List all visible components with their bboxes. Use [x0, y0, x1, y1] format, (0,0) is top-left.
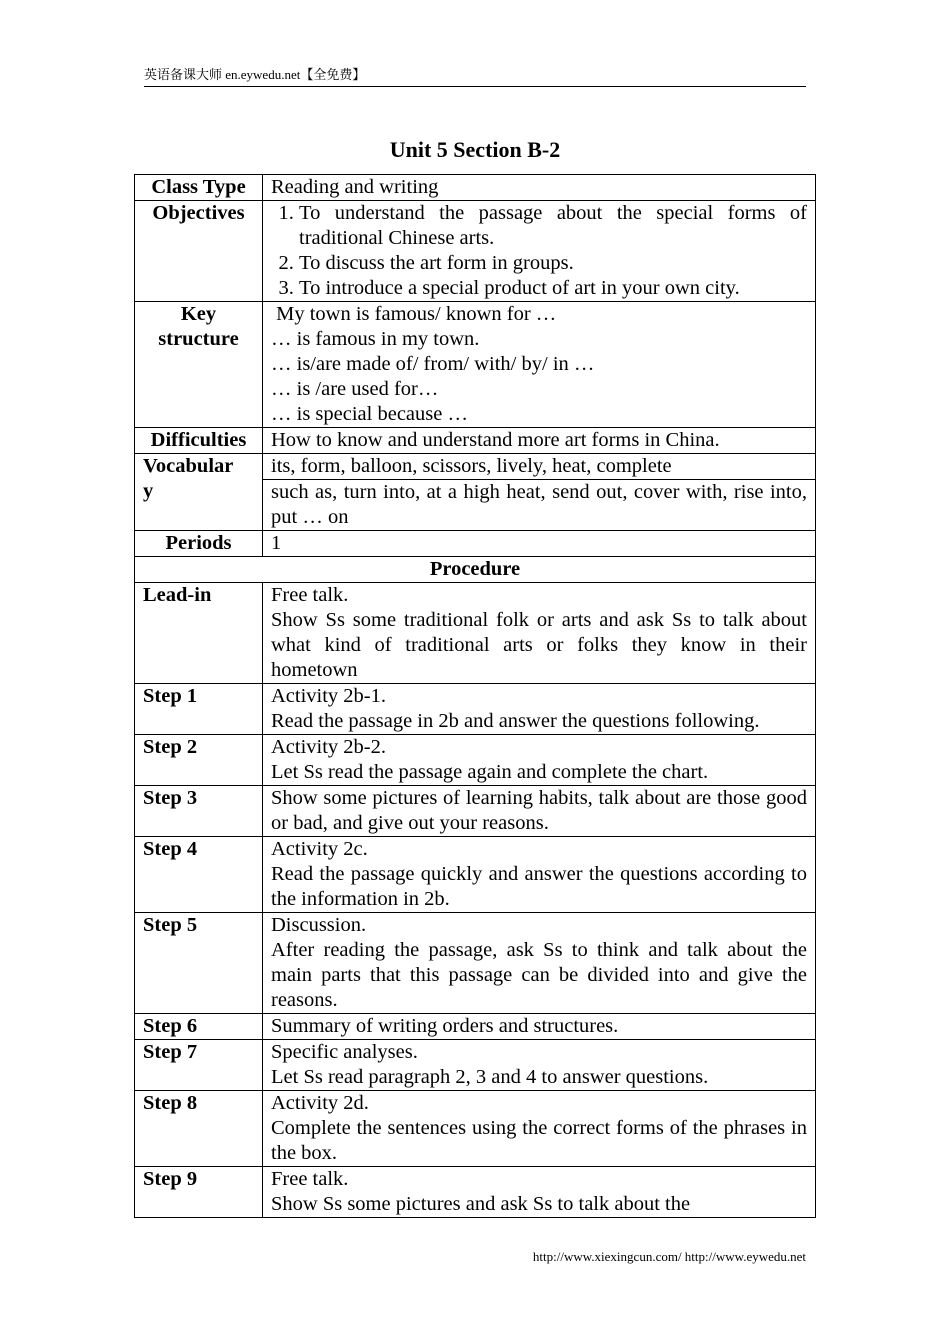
- step-label: Step 1: [135, 684, 263, 735]
- periods-value: 1: [263, 531, 816, 557]
- step-label: Step 2: [135, 735, 263, 786]
- step-line: Activity 2b-1.: [271, 685, 387, 707]
- step-line: Specific analyses.: [271, 1041, 418, 1063]
- header-text: 英语备课大师 en.eywedu.net【全免费】: [144, 67, 366, 82]
- objectives-label: Objectives: [135, 201, 263, 302]
- difficulties-row: [135, 428, 816, 454]
- page-title: Unit 5 Section B-2: [389, 137, 561, 162]
- key-structure-line: … is /are used for…: [271, 378, 439, 400]
- step-content: [263, 913, 816, 1014]
- step-label: Step 7: [135, 1040, 263, 1091]
- objective-item: 3. To introduce a special product of art in your own city.: [299, 276, 807, 301]
- class-type-value: Reading and writing: [263, 175, 816, 201]
- step-label: Step 3: [135, 786, 263, 837]
- step-line: Activity 2d.: [271, 1092, 369, 1114]
- key-structure-label: [135, 302, 263, 428]
- class-type-row: [135, 175, 816, 201]
- procedure-step-row: [135, 786, 816, 837]
- key-structure-label-line: Key: [180, 303, 217, 325]
- key-structure-cell: [263, 302, 816, 428]
- procedure-row: [135, 557, 816, 583]
- step-content: [263, 684, 816, 735]
- step-label: Step 5: [135, 913, 263, 1014]
- key-structure-row: [135, 302, 816, 428]
- objectives-list: [271, 201, 807, 301]
- procedure-step-row: [135, 837, 816, 913]
- step-line: Read the passage quickly and answer the questions according to the information in 2b.: [271, 863, 807, 910]
- key-structure-line: My town is famous/ known for …: [271, 303, 557, 325]
- lesson-plan-table: [134, 174, 816, 1218]
- periods-row: [135, 531, 816, 557]
- step-line: Show Ss some traditional folk or arts and ask Ss to talk about what kind of traditional arts or folks they know in their hometown: [271, 609, 807, 681]
- key-structure-line: … is famous in my town.: [271, 328, 480, 350]
- procedure-step-row: [135, 913, 816, 1014]
- step-content: [263, 837, 816, 913]
- step-content: [263, 1040, 816, 1091]
- step-line: Activity 2c.: [271, 838, 368, 860]
- class-type-label: Class Type: [135, 175, 263, 201]
- step-line: Free talk.: [271, 1168, 349, 1190]
- vocabulary-label: [135, 454, 263, 531]
- step-content: [263, 1014, 816, 1040]
- procedure-step-row: [135, 735, 816, 786]
- step-line: Discussion.: [271, 914, 367, 936]
- step-content: [263, 1091, 816, 1167]
- step-line: Read the passage in 2b and answer the questions following.: [271, 710, 760, 732]
- vocabulary-words: its, form, balloon, scissors, lively, heat, complete: [263, 454, 816, 480]
- periods-label: Periods: [135, 531, 263, 557]
- page-footer: [0, 1249, 806, 1265]
- step-label: Lead-in: [135, 583, 263, 684]
- difficulties-value: How to know and understand more art forms in China.: [263, 428, 816, 454]
- step-content: [263, 1167, 816, 1218]
- procedure-step-row: [135, 1014, 816, 1040]
- step-line: Let Ss read paragraph 2, 3 and 4 to answer questions.: [271, 1066, 709, 1088]
- step-line: Show some pictures of learning habits, talk about are those good or bad, and give out your reasons.: [271, 787, 807, 834]
- step-label: Step 9: [135, 1167, 263, 1218]
- footer-text: http://www.xiexingcun.com/ http://www.eywedu.net: [532, 1249, 806, 1264]
- key-structure-label-line: structure: [158, 328, 239, 350]
- step-line: Complete the sentences using the correct forms of the phrases in the box.: [271, 1117, 807, 1164]
- step-label: Step 6: [135, 1014, 263, 1040]
- procedure-step-row: [135, 1091, 816, 1167]
- step-content: [263, 583, 816, 684]
- key-structure-line: … is special because …: [271, 403, 468, 425]
- objectives-row: [135, 201, 816, 302]
- step-line: Free talk.: [271, 584, 349, 606]
- difficulties-label: Difficulties: [135, 428, 263, 454]
- step-line: Let Ss read the passage again and complete the chart.: [271, 761, 709, 783]
- step-line: Summary of writing orders and structures.: [271, 1015, 619, 1037]
- vocabulary-row: [135, 454, 816, 480]
- objective-item: 2. To discuss the art form in groups.: [299, 251, 807, 276]
- vocabulary-label-line: y: [143, 480, 154, 502]
- procedure-heading: Procedure: [135, 557, 816, 583]
- objective-item: 1. To understand the passage about the special forms of traditional Chinese arts.: [299, 201, 807, 251]
- procedure-step-row: [135, 1040, 816, 1091]
- key-structure-line: … is/are made of/ from/ with/ by/ in …: [271, 353, 595, 375]
- page-header: [144, 66, 806, 87]
- procedure-step-row: [135, 1167, 816, 1218]
- objectives-cell: [263, 201, 816, 302]
- vocabulary-label-line: Vocabular: [143, 455, 234, 477]
- step-label: Step 8: [135, 1091, 263, 1167]
- step-label: Step 4: [135, 837, 263, 913]
- step-content: [263, 786, 816, 837]
- procedure-step-row: [135, 583, 816, 684]
- step-line: After reading the passage, ask Ss to think and talk about the main parts that this passage can be divided into and give the reasons.: [271, 939, 807, 1011]
- step-line: Show Ss some pictures and ask Ss to talk about the: [271, 1193, 691, 1215]
- procedure-step-row: [135, 684, 816, 735]
- step-line: Activity 2b-2.: [271, 736, 387, 758]
- vocabulary-phrases: such as, turn into, at a high heat, send out, cover with, rise into, put … on: [263, 480, 816, 531]
- step-content: [263, 735, 816, 786]
